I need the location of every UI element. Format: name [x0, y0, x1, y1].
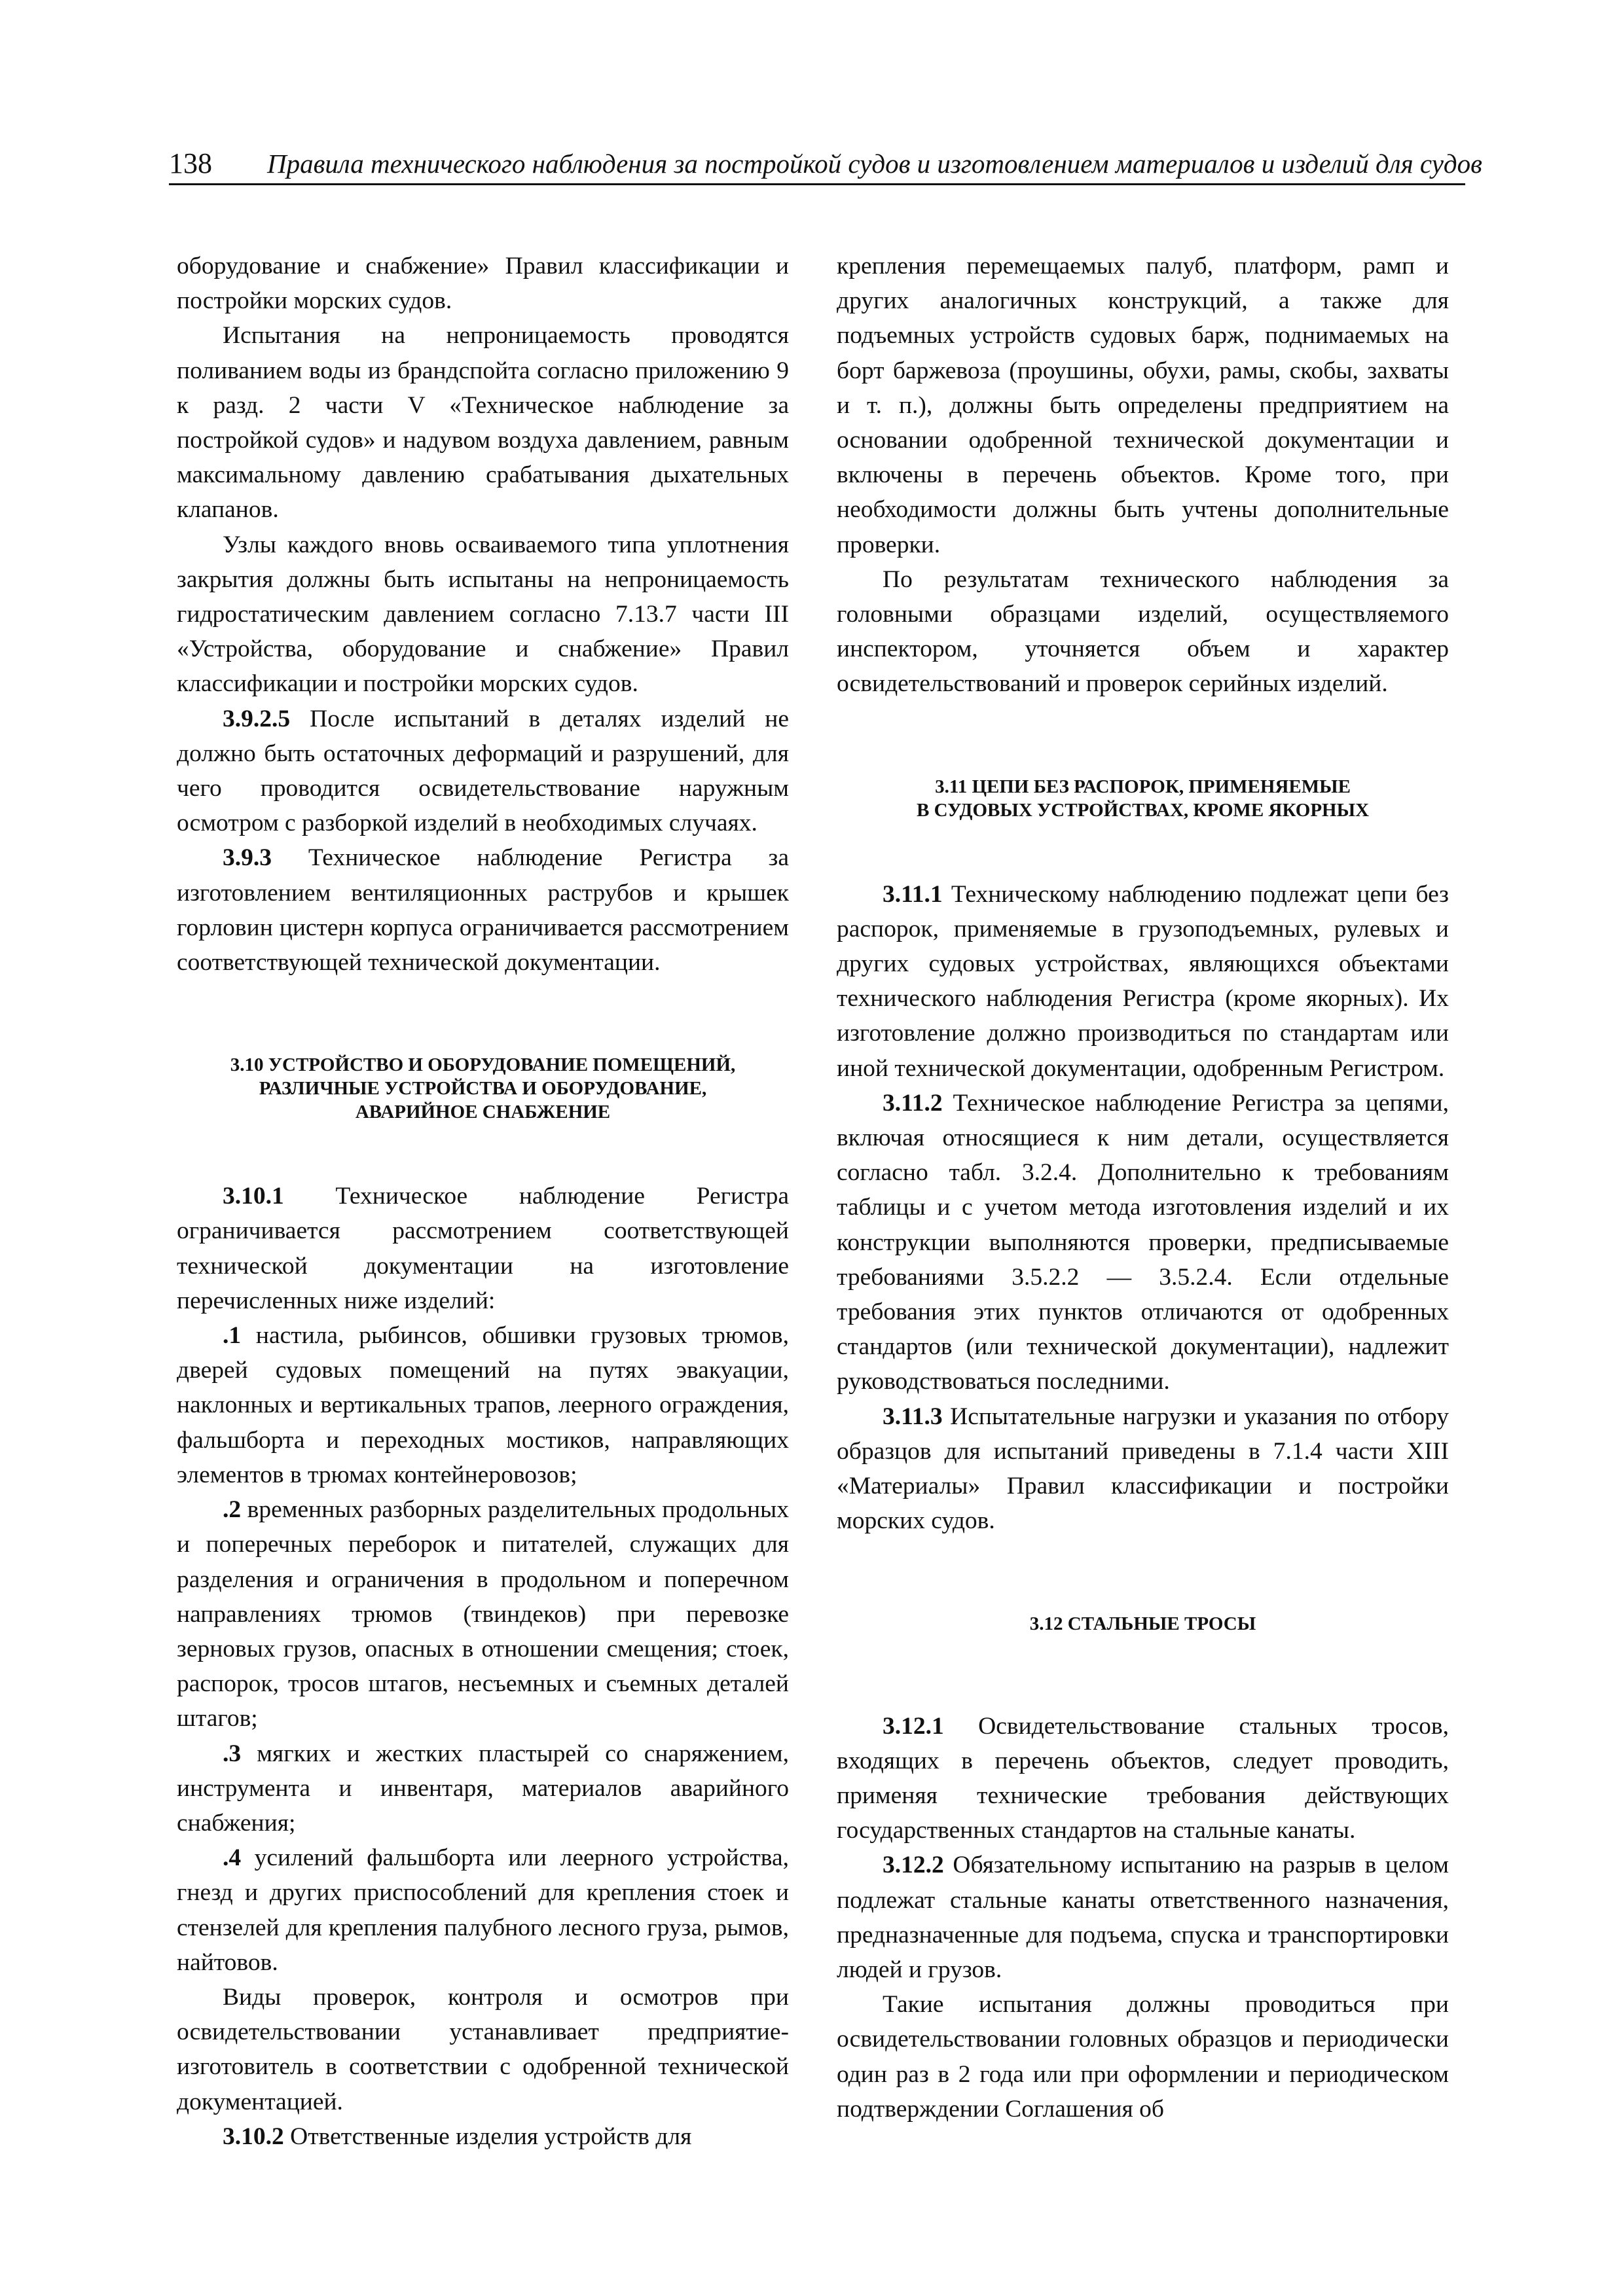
- heading-line: 3.12 СТАЛЬНЫЕ ТРОСЫ: [1029, 1613, 1256, 1634]
- clause-text: Техническое наблюдение Регистра за изготовлением вентиляционных раструбов и крышек горловин цистерн корпуса ограничивается рассмотрением соответствующей технической документации.: [177, 844, 789, 977]
- clause-number: 3.12.1: [883, 1712, 944, 1740]
- clause-3-11-2: [837, 1086, 1449, 1399]
- item-text: мягких и жестких пластырей со снаряжением, инструмента и инвентаря, материалов аварийного снабжения;: [177, 1740, 789, 1837]
- clause-3-9-3: [177, 840, 789, 980]
- left-column: [177, 249, 789, 2154]
- list-item: [177, 1840, 789, 1980]
- paragraph: Виды проверок, контроля и осмотров при освидетельствовании устанавливает предприятие-изготовитель в соответствии с одобренной технической документацией.: [177, 1983, 789, 2115]
- clause-number: 3.11.1: [883, 880, 943, 908]
- clause-number: 3.10.2: [223, 2123, 284, 2150]
- heading-line: 3.10 УСТРОЙСТВО И ОБОРУДОВАНИЕ ПОМЕЩЕНИЙ,: [230, 1054, 736, 1076]
- clause-3-11-1: [837, 877, 1449, 1086]
- paragraph: По результатам технического наблюдения за головными образцами изделий, осуществляемого инспектором, уточняется объем и характер освидетельствований и проверок серийных изделий.: [837, 565, 1449, 698]
- item-number: .2: [223, 1496, 242, 1524]
- list-item: [177, 1492, 789, 1736]
- paragraph: Испытания на непроницаемость проводятся поливанием воды из брандспойта согласно приложению 9 к разд. 2 части V «Техническое наблюдение за постройкой судов» и надувом воздуха давлением, равным максимальному давлению срабатывания дыхательных клапанов.: [177, 322, 789, 524]
- heading-line: В СУДОВЫХ УСТРОЙСТВАХ, КРОМЕ ЯКОРНЫХ: [916, 799, 1370, 821]
- running-title: Правила технического наблюдения за постройкой судов и изготовлением материалов и изделий для судов: [267, 149, 1482, 179]
- clause-text: Техническое наблюдение Регистра за цепями, включая относящиеся к ним детали, осуществляется согласно табл. 3.2.4. Дополнительно к требованиям таблицы и с учетом метода изготовления изделий и их конструкции выполняются проверки, предписываемые требованиями 3.5.2.2 — 3.5.2.4. Если отдельные требования этих пунктов отличаются от одобренных стандартов (или технической документации), надлежит руководствоваться последними.: [837, 1089, 1449, 1395]
- right-column: [837, 249, 1449, 2126]
- clause-text: Освидетельствование стальных тросов, входящих в перечень объектов, следует проводить, применяя технические требования действующих государственных стандартов на стальные канаты.: [837, 1712, 1449, 1844]
- clause-number: 3.10.1: [223, 1183, 284, 1210]
- paragraph: Такие испытания должны проводиться при освидетельствовании головных образцов и периодически один раз в 2 года или при оформлении и периодическом подтверждении Соглашения об: [837, 1991, 1449, 2123]
- item-text: усилений фальшборта или леерного устройства, гнезд и других приспособлений для крепления стоек и стензелей для крепления палубного лесного груза, рымов, найтовов.: [177, 1844, 789, 1976]
- clause-number: 3.11.3: [883, 1403, 943, 1430]
- section-heading-3-11: [837, 775, 1449, 822]
- clause-text: Обязательному испытанию на разрыв в целом подлежат стальные канаты ответственного назначения, предназначенные для подъема, спуска и транспортировки людей и грузов.: [837, 1852, 1449, 1983]
- section-heading-3-12: [837, 1612, 1449, 1636]
- item-text: настила, рыбинсов, обшивки грузовых трюмов, дверей судовых помещений на путях эвакуации, наклонных и вертикальных трапов, леерного ограждения, фальшборта и переходных мостиков, направляющих элементов в трюмах контейнеровозов;: [177, 1322, 789, 1488]
- clause-3-12-2: [837, 1848, 1449, 1987]
- item-number: .3: [223, 1740, 242, 1767]
- heading-line: РАЗЛИЧНЫЕ УСТРОЙСТВА И ОБОРУДОВАНИЕ,: [259, 1078, 707, 1100]
- clause-number: 3.12.2: [883, 1852, 944, 1879]
- clause-3-12-1: [837, 1709, 1449, 1848]
- section-heading-3-10: [177, 1053, 789, 1124]
- clause-3-10-2: [177, 2119, 789, 2154]
- heading-line: АВАРИЙНОЕ СНАБЖЕНИЕ: [355, 1102, 611, 1123]
- clause-3-9-2-5: [177, 702, 789, 841]
- clause-number: 3.11.2: [883, 1089, 943, 1117]
- clause-text: Техническому наблюдению подлежат цепи без распорок, применяемые в грузоподъемных, рулевых и других судовых устройствах, являющихся объектами технического наблюдения Регистра (кроме якорных). Их изготовление должно производиться по стандартам или иной технической документации, одобренным Регистром.: [837, 880, 1449, 1082]
- clause-text: Испытательные нагрузки и указания по отбору образцов для испытаний приведены в 7.1.4 части XIII «Материалы» Правил классификации и постройки морских судов.: [837, 1403, 1449, 1535]
- clause-text: Техническое наблюдение Регистра ограничивается рассмотрением соответствующей технической документации на изготовление перечисленных ниже изделий:: [177, 1183, 789, 1314]
- list-item: [177, 1318, 789, 1492]
- clause-text: После испытаний в деталях изделий не должно быть остаточных деформаций и разрушений, для чего проводится освидетельствование наружным осмотром с разборкой изделий в необходимых случаях.: [177, 705, 789, 837]
- paragraph: оборудование и снабжение» Правил классификации и постройки морских судов.: [177, 253, 789, 315]
- clause-3-11-3: [837, 1399, 1449, 1539]
- paragraph: крепления перемещаемых палуб, платформ, рамп и других аналогичных конструкций, а также для подъемных устройств судовых барж, поднимаемых на борт баржевоза (проушины, обухи, рамы, скобы, захваты и т. п.), должны быть определены предприятием на основании одобренной технической документации и включены в перечень объектов. Кроме того, при необходимости должны быть учтены дополнительные проверки.: [837, 253, 1449, 558]
- clause-number: 3.9.3: [223, 844, 272, 872]
- running-header: [169, 139, 1482, 185]
- item-number: .4: [223, 1844, 242, 1872]
- list-item: [177, 1736, 789, 1841]
- heading-line: 3.11 ЦЕПИ БЕЗ РАСПОРОК, ПРИМЕНЯЕМЫЕ: [935, 776, 1351, 797]
- item-number: .1: [223, 1322, 242, 1350]
- clause-number: 3.9.2.5: [223, 705, 291, 732]
- page-number: 138: [169, 147, 212, 179]
- clause-text: Ответственные изделия устройств для: [283, 2123, 692, 2150]
- item-text: временных разборных разделительных продольных и поперечных переборок и питателей, служащих для разделения и ограничения в продольном и поперечном направлениях трюмов (твиндеков) при перевозке зерновых грузов, опасных в отношении смещения; стоек, распорок, тросов штагов, несъемных и съемных деталей штагов;: [177, 1496, 789, 1732]
- paragraph: Узлы каждого вновь осваиваемого типа уплотнения закрытия должны быть испытаны на непроницаемость гидростатическим давлением согласно 7.13.7 части III «Устройства, оборудование и снабжение» Правил классификации и постройки морских судов.: [177, 531, 789, 698]
- clause-3-10-1: [177, 1179, 789, 1318]
